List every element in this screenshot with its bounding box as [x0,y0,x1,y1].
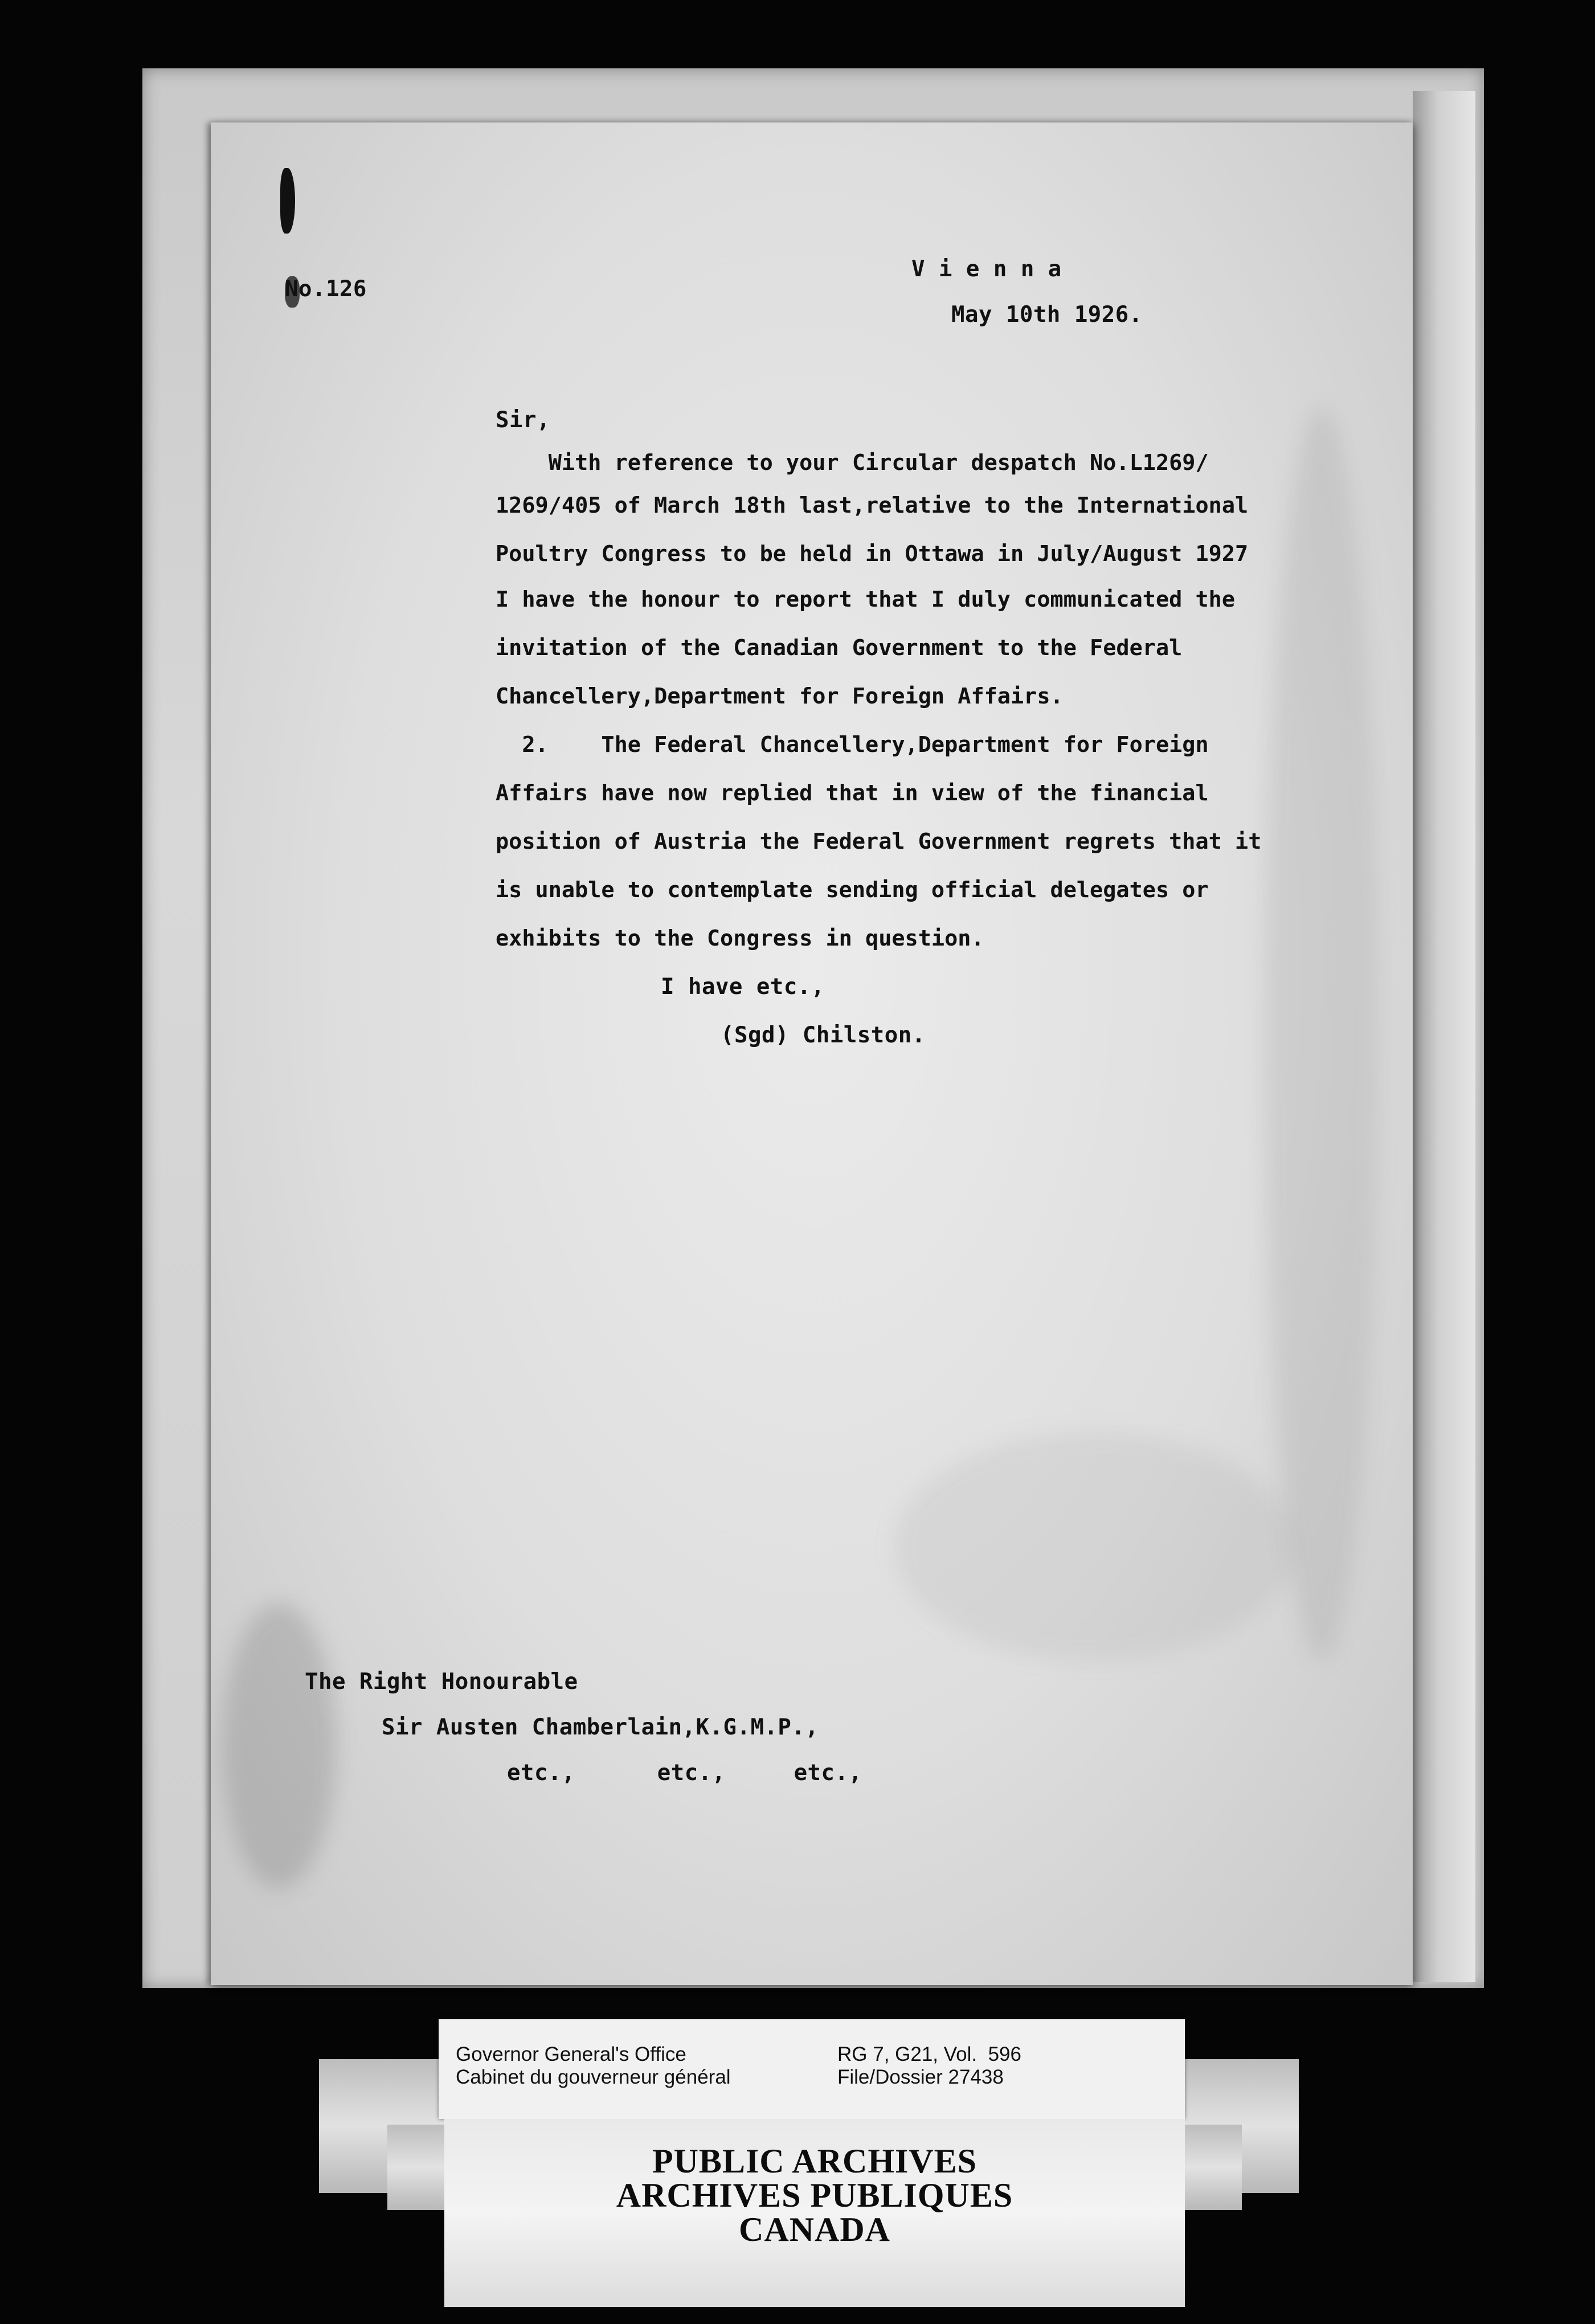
office-english: Governor General's Office [456,2043,686,2065]
page-stain [894,1433,1293,1660]
office-french: Cabinet du gouverneur général [456,2066,731,2088]
body-line: Affairs have now replied that in view of the financial [496,780,1209,806]
body-line: exhibits to the Congress in question. [496,926,984,951]
body-line: is unable to contemplate sending official delegates or [496,877,1209,903]
page-stain [1265,407,1379,1660]
record-group: RG 7, G21, Vol. 596 [837,2043,1021,2065]
body-line: invitation of the Canadian Government to the Federal [496,635,1183,661]
body-line: I have the honour to report that I duly communicated the [496,587,1236,612]
archive-label [439,2019,1185,2119]
body-line: Poultry Congress to be held in Ottawa in July/August 1927 [496,541,1249,567]
signature: (Sgd) Chilston. [721,1022,926,1048]
reference-number: No.126 [285,276,367,302]
archive-stamp [444,2119,1185,2307]
addressee-etc: etc., etc., etc., [507,1760,862,1786]
body-line: Chancellery,Department for Foreign Affairs. [496,684,1064,709]
stamp-line-1: PUBLIC ARCHIVES [652,2142,978,2180]
letter-date: May 10th 1926. [951,302,1143,328]
letter-place: V i e n n a [911,256,1062,282]
body-line: With reference to your Circular despatch No.L1269/ [496,450,1209,476]
body-line: 2. The Federal Chancellery,Department for Foreign [496,732,1209,758]
addressee-name: Sir Austen Chamberlain,K.G.M.P., [382,1715,819,1740]
punch-mark [280,168,295,234]
salutation: Sir, [496,407,550,433]
addressee-title: The Right Honourable [305,1669,578,1695]
letter-page [211,122,1413,1985]
page-stain [222,1603,336,1888]
file-number: File/Dossier 27438 [837,2066,1004,2088]
body-line: position of Austria the Federal Government regrets that it [496,829,1262,854]
stamp-line-3: CANADA [739,2211,890,2248]
stamp-line-2: ARCHIVES PUBLIQUES [616,2176,1013,2214]
body-line: 1269/405 of March 18th last,relative to the International [496,493,1249,518]
closing: I have etc., [661,974,825,1000]
backing-sheet-edge [1413,91,1475,1982]
